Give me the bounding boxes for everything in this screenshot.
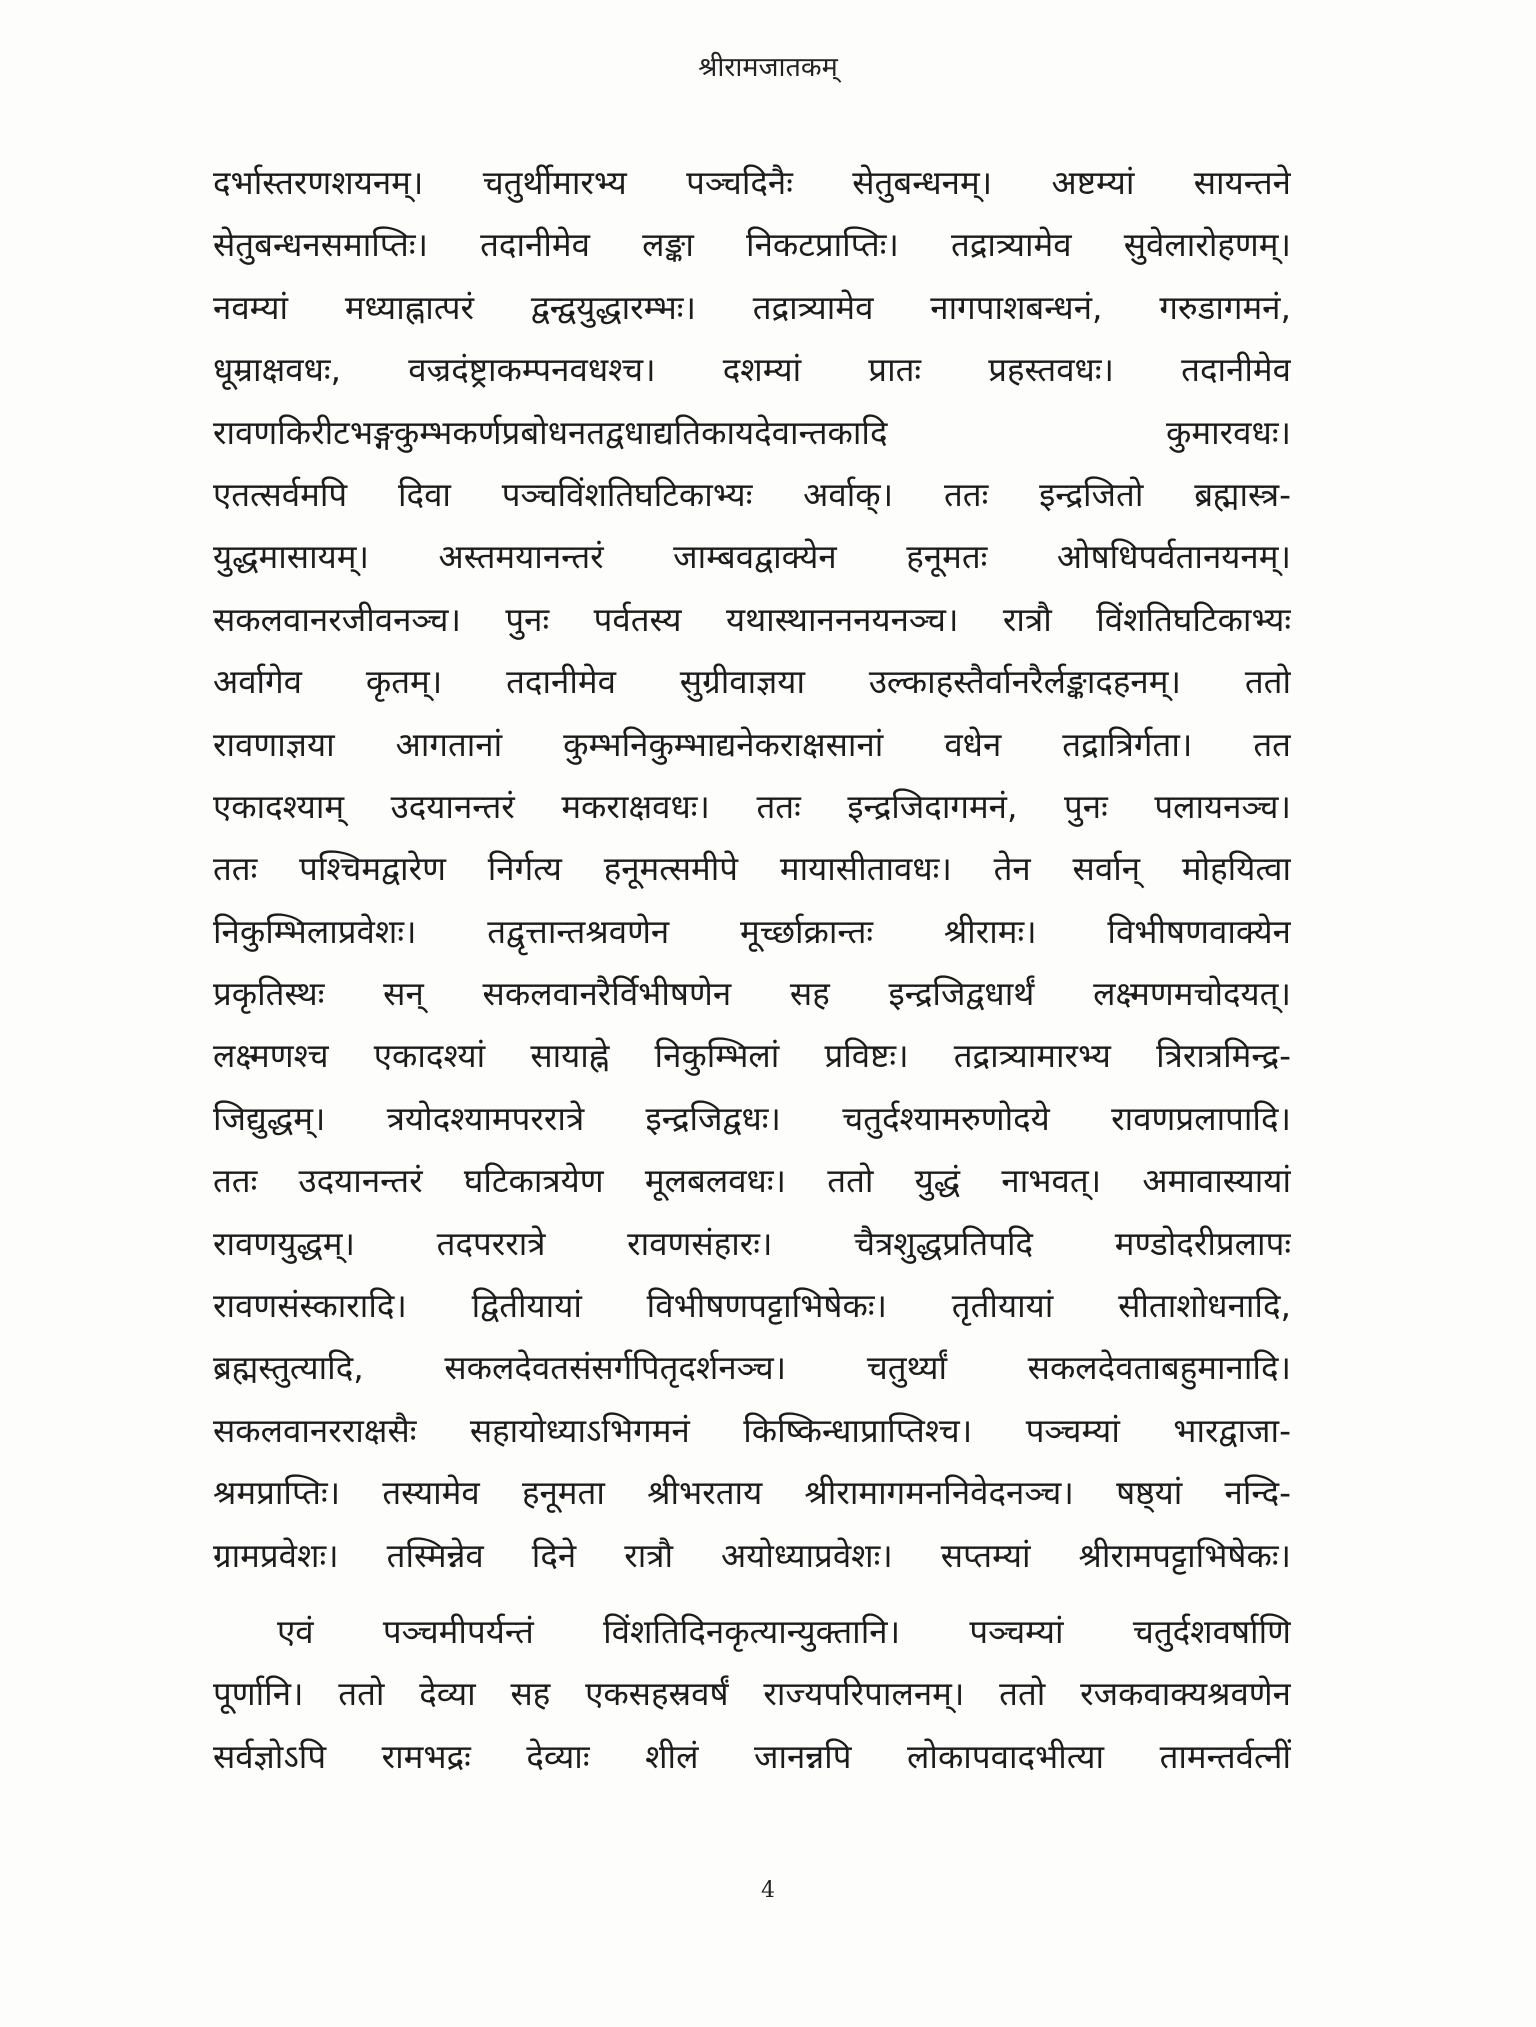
text-line: सर्वज्ञोऽपि रामभद्रः देव्याः शीलं जानन्नपि लोकापवादभीत्या तामन्तर्वत्नीं [213,1736,1291,1776]
text-line: एतत्सर्वमपि दिवा पञ्चविंशतिघटिकाभ्यः अर्वाक्। ततः इन्द्रजितो ब्रह्मास्त्र- [213,474,1291,514]
text-line: श्रमप्राप्तिः। तस्यामेव हनूमता श्रीभरताय श्रीरामागमननिवेदनञ्च। षष्ठ्यां नन्दि- [213,1473,1291,1513]
running-head-title: श्रीरामजातकम् [698,52,838,83]
text-line: लक्ष्मणश्च एकादश्यां सायाह्ने निकुम्भिलां प्रविष्टः। तद्रात्र्यामारभ्य त्रिरात्रमिन्द्र- [213,1036,1291,1076]
text-line: ग्रामप्रवेशः। तस्मिन्नेव दिने रात्रौ अयोध्याप्रवेशः। सप्तम्यां श्रीरामपट्टाभिषेकः। [213,1535,1291,1575]
paragraph-gap [213,1587,1291,1601]
text-line: धूम्राक्षवधः, वज्रदंष्ट्राकम्पनवधश्च। दशम्यां प्रातः प्रहस्तवधः। तदानीमेव [213,350,1291,390]
text-line: निकुम्भिलाप्रवेशः। तद्वृत्तान्तश्रवणेन मूर्च्छाक्रान्तः श्रीरामः। विभीषणवाक्येन [213,911,1291,951]
text-line: प्रकृतिस्थः सन् सकलवानरैर्विभीषणेन सह इन्द्रजिद्वधार्थं लक्ष्मणमचोदयत्। [213,974,1291,1014]
text-line: रावणसंस्कारादि। द्वितीयायां विभीषणपट्टाभिषेकः। तृतीयायां सीताशोधनादि, [213,1286,1291,1326]
paragraph-1 [213,152,1291,1587]
text-line: दर्भास्तरणशयनम्। चतुर्थीमारभ्य पञ्चदिनैः सेतुबन्धनम्। अष्टम्यां सायन्तने [213,163,1291,202]
text-line: युद्धमासायम्। अस्तमयानन्तरं जाम्बवद्वाक्येन हनूमतः ओषधिपर्वतानयनम्। [213,537,1291,577]
text-line: सेतुबन्धनसमाप्तिः। तदानीमेव लङ्का निकटप्राप्तिः। तद्रात्र्यामेव सुवेलारोहणम्। [213,225,1291,265]
paragraph-2 [213,1601,1291,1788]
text-line: नवम्यां मध्याह्नात्परं द्वन्द्वयुद्धारम्भः। तद्रात्र्यामेव नागपाशबन्धनं, गरुडागमनं, [213,287,1291,327]
text-line: ब्रह्मस्तुत्यादि, सकलदेवतसंसर्गपितृदर्शनञ्च। चतुर्थ्यां सकलदेवताबहुमानादि। [213,1348,1291,1388]
text-line: ततः पश्चिमद्वारेण निर्गत्य हनूमत्समीपे मायासीतावधः। तेन सर्वान् मोहयित्वा [213,849,1291,889]
text-line: रावणाज्ञया आगतानां कुम्भनिकुम्भाद्यनेकराक्षसानां वधेन तद्रात्रिर्गता। तत [213,724,1291,764]
text-line: एवं पञ्चमीपर्यन्तं विंशतिदिनकृत्यान्युक्तानि। पञ्चम्यां चतुर्दशवर्षाणि [277,1611,1291,1651]
text-line: एकादश्याम् उदयानन्तरं मकराक्षवधः। ततः इन्द्रजिदागमनं, पुनः पलायनञ्च। [213,786,1291,826]
text-line: रावणयुद्धम्। तदपररात्रे रावणसंहारः। चैत्रशुद्धप्रतिपदि मण्डोदरीप्रलापः [213,1223,1291,1263]
text-line: जिद्युद्धम्। त्रयोदश्यामपररात्रे इन्द्रजिद्वधः। चतुर्दश्यामरुणोदये रावणप्रलापादि। [213,1098,1291,1138]
text-line: अर्वागेव कृतम्। तदानीमेव सुग्रीवाज्ञया उल्काहस्तैर्वानरैर्लङ्कादहनम्। ततो [213,662,1291,702]
text-line: सकलवानरजीवनञ्च। पुनः पर्वतस्य यथास्थानननयनञ्च। रात्रौ विंशतिघटिकाभ्यः [213,599,1291,639]
body-text [213,152,1291,1788]
text-line: पूर्णानि। ततो देव्या सह एकसहस्रवर्षं राज्यपरिपालनम्। ततो रजकवाक्यश्रवणेन [213,1674,1291,1714]
text-line: ततः उदयानन्तरं घटिकात्रयेण मूलबलवधः। ततो युद्धं नाभवत्। अमावास्यायां [213,1161,1291,1201]
text-line: सकलवानरराक्षसैः सहायोध्याऽभिगमनं किष्किन्धाप्राप्तिश्च। पञ्चम्यां भारद्वाजा- [213,1410,1291,1450]
text-line: रावणकिरीटभङ्गकुम्भकर्णप्रबोधनतद्वधाद्यतिकायदेवान्तकादि कुमारवधः। [213,412,1291,452]
page-number: 4 [761,1878,775,1903]
